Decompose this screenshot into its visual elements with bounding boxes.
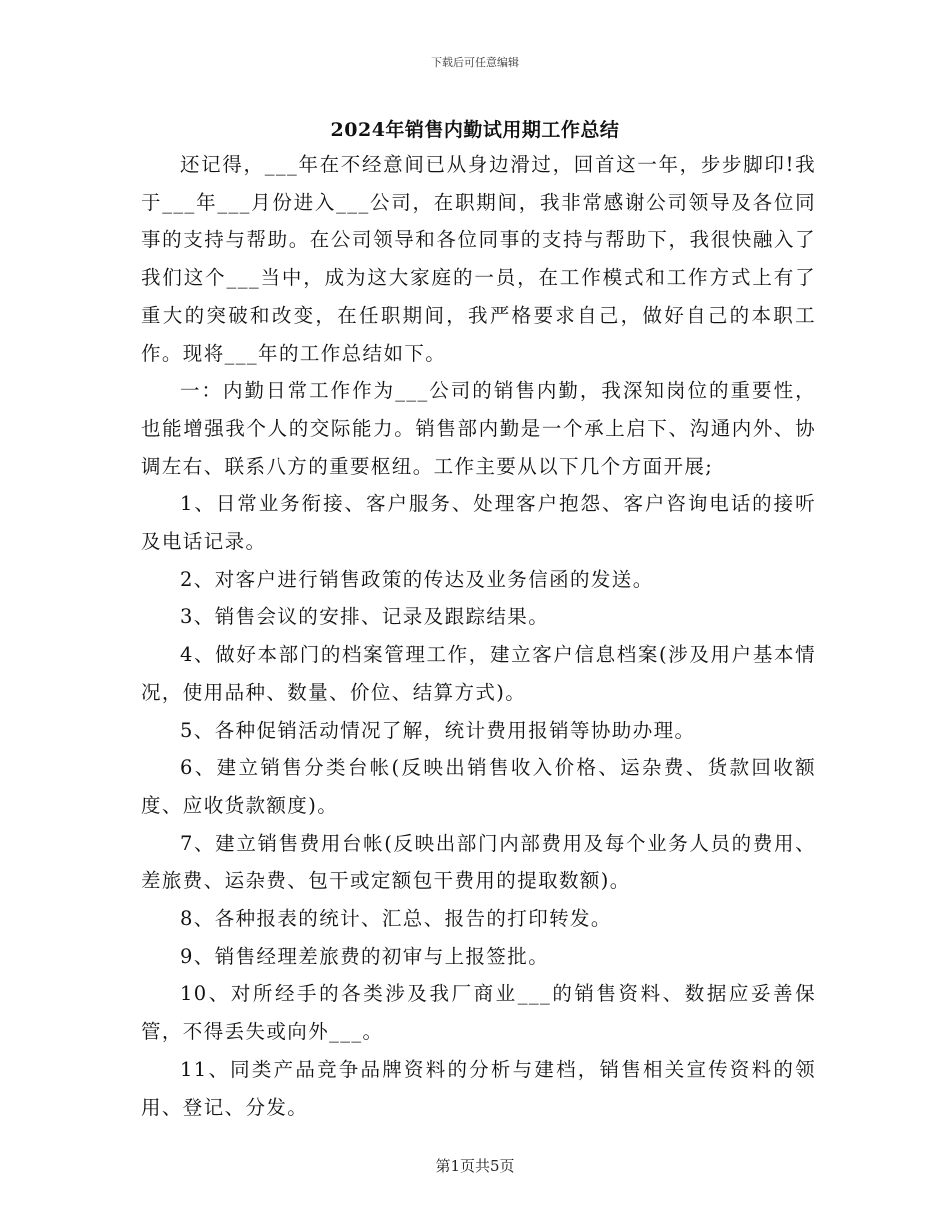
list-item: 7、建立销售费用台帐(反映出部门内部费用及每个业务人员的费用、差旅费、运杂费、包干或定额包干费用的提取数额)。: [141, 831, 816, 893]
list-item: 1、日常业务衔接、客户服务、处理客户抱怨、客户咨询电话的接听及电话记录。: [141, 492, 816, 554]
list-item: 5、各种促销活动情况了解，统计费用报销等协助办理。: [180, 718, 696, 742]
list-item: 10、对所经手的各类涉及我厂商业___的销售资料、数据应妥善保管，不得丢失或向外___。: [141, 982, 816, 1044]
list-item: 8、各种报表的统计、汇总、报告的打印转发。: [180, 907, 612, 931]
list-item: 3、销售会议的安排、记录及跟踪结果。: [180, 605, 550, 629]
page-footer: 第1页共5页: [435, 1157, 515, 1175]
paragraph-section-one: 一：内勤日常工作作为___公司的销售内勤，我深知岗位的重要性，也能增强我个人的交际能力。销售部内勤是一个承上启下、沟通内外、协调左右、联系八方的重要枢纽。工作主要从以下几个方面开展;: [141, 379, 816, 478]
list-item: 6、建立销售分类台帐(反映出销售收入价格、运杂费、货款回收额度、应收货款额度)。: [141, 756, 816, 817]
document-title: 2024年销售内勤试用期工作总结: [330, 119, 620, 141]
header-note: 下载后可任意编辑: [431, 56, 519, 69]
list-item: 9、销售经理差旅费的初审与上报签批。: [180, 944, 550, 968]
list-item: 2、对客户进行销售政策的传达及业务信函的发送。: [180, 567, 654, 591]
document-body: [141, 146, 816, 1126]
paragraph-intro: 还记得，___年在不经意间已从身边滑过，回首这一年，步步脚印!我于___年___月份进入___公司，在职期间，我非常感谢公司领导及各位同事的支持与帮助。在公司领导和各位同事的支持与帮助下，我很快融入了我们这个___当中，成为这大家庭的一员，在工作模式和工作方式上有了重大的突破和改变，在任职期间，我严格要求自己，做好自己的本职工作。现将___年的工作总结如下。: [141, 153, 816, 365]
list-item: 4、做好本部门的档案管理工作，建立客户信息档案(涉及用户基本情况，使用品种、数量、价位、结算方式)。: [141, 643, 816, 704]
list-item: 11、同类产品竞争品牌资料的分析与建档，销售相关宣传资料的领用、登记、分发。: [141, 1057, 816, 1119]
